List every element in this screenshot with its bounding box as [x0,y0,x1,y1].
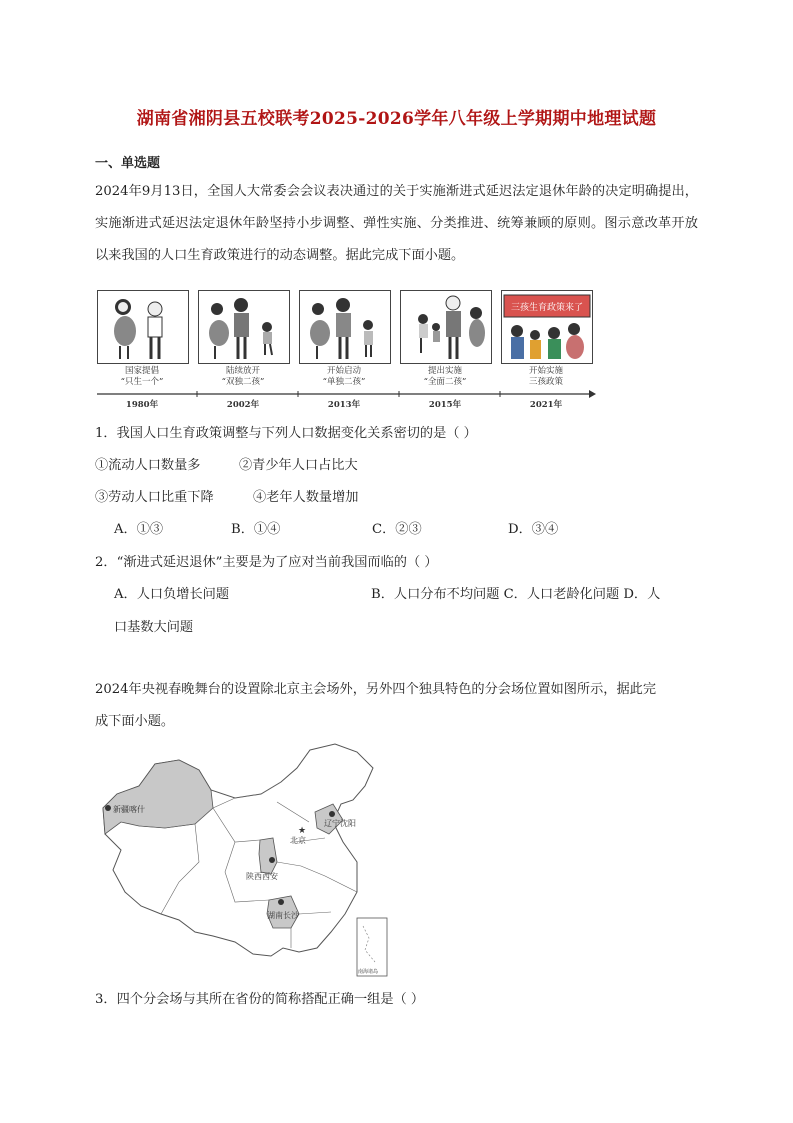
q1-statement-1: ①流动人口数量多 [95,458,201,473]
q1-option-b[interactable]: B．①④ [231,522,281,537]
label-hunan-changsha: 湖南长沙 [267,911,299,920]
liaoning-shenyang-pin-icon [329,811,335,817]
timeline-year: 2013年 [327,400,361,410]
family-two-children-illustration [199,291,289,363]
timeline-panel-2021 [501,290,593,364]
beijing-star-icon: ★ [297,826,307,836]
q2-option-d-continued: 口基数大问题 [114,620,194,635]
timeline-year: 2021年 [529,400,563,410]
three-child-policy-banner-illustration [502,291,592,363]
family-universal-two-child-illustration [401,291,491,363]
q1-statement-3: ③劳动人口比重下降 [95,490,214,505]
china-map [95,742,395,980]
label-liaoning-shenyang: 辽宁沈阳 [324,819,356,828]
timeline-caption-line1: 国家提倡 [124,366,159,376]
xinjiang-kashgar-pin-icon [105,805,111,811]
timeline-panel-1980 [97,290,189,364]
hunan-changsha-pin-icon [278,899,284,905]
q2-options-bcd[interactable]: B．人口分布不均问题 C．人口老龄化问题 D．人 [371,587,661,602]
label-south-china-sea-islands: 南海诸岛 [358,969,379,975]
label-shaanxi-xian: 陕西西安 [246,872,278,881]
timeline-caption-line2: “单独二孩” [322,377,366,387]
timeline-caption-line2: 三孩政策 [528,377,563,387]
timeline-panel-2002 [198,290,290,364]
timeline-caption-line2: “双独二孩” [221,377,265,387]
timeline-caption-line2: “全面二孩” [423,377,467,387]
timeline-caption-line1: 开始启动 [326,366,361,376]
shaanxi-xian-pin-icon [269,857,275,863]
timeline-panel-2015 [400,290,492,364]
page-title: 湖南省湘阴县五校联考2025-2026学年八年级上学期期中地理试题 [136,109,657,129]
timeline-caption-line1: 陆续放开 [225,366,260,376]
q1-option-a[interactable]: A．①③ [114,522,164,537]
question-2-stem: 2．“渐进式延迟退休”主要是为了应对当前我国而临的（ ） [95,555,438,570]
q1-statement-2: ②青少年人口占比大 [239,458,358,473]
question-1-stem: 1．我国人口生育政策调整与下列人口数据变化关系密切的是（ ） [95,426,477,441]
timeline-year: 2015年 [428,400,462,410]
q2-option-a[interactable]: A．人口负增长问题 [114,587,230,602]
timeline-caption-line1: 开始实施 [528,366,563,376]
question-3-stem: 3．四个分会场与其所在省份的简称搭配正确一组是（ ） [95,992,425,1007]
intro-paragraph-2-line2: 成下面小题。 [95,714,175,729]
timeline-caption-line2: “只生一个” [120,377,164,387]
intro-paragraph-2-line1: 2024年央视春晚舞台的设置除北京主会场外，另外四个独具特色的分会场位置如图所示，据此完 [95,682,657,697]
timeline-year: 1980年 [125,400,159,410]
section-heading: 一、单选题 [95,156,161,171]
label-xinjiang-kashgar: 新疆喀什 [113,805,145,814]
label-beijing: 北京 [290,836,306,845]
timeline-year: 2002年 [226,400,260,410]
q1-statement-4: ④老年人数量增加 [253,490,359,505]
intro-paragraph-1: 2024年9月13日，全国人大常委会会议表决通过的关于实施渐进式延迟法定退休年龄的决定明确提出，实施渐进式延迟法定退休年龄坚持小步调整、弹性实施、分类推进、统筹兼顾的原则。图示意改革开放以来我国的人口生育政策进行的动态调整。据此完成下面小题。 [95,184,698,263]
q1-option-d[interactable]: D．③④ [508,522,559,537]
timeline-caption-line1: 提出实施 [427,366,462,376]
timeline-panel-2013 [299,290,391,364]
family-single-child-policy-illustration [300,291,390,363]
banner-text: 三孩生育政策来了 [510,303,584,313]
family-one-child-illustration [98,291,188,363]
china-outline-map [95,742,395,980]
q1-option-c[interactable]: C．②③ [372,522,422,537]
